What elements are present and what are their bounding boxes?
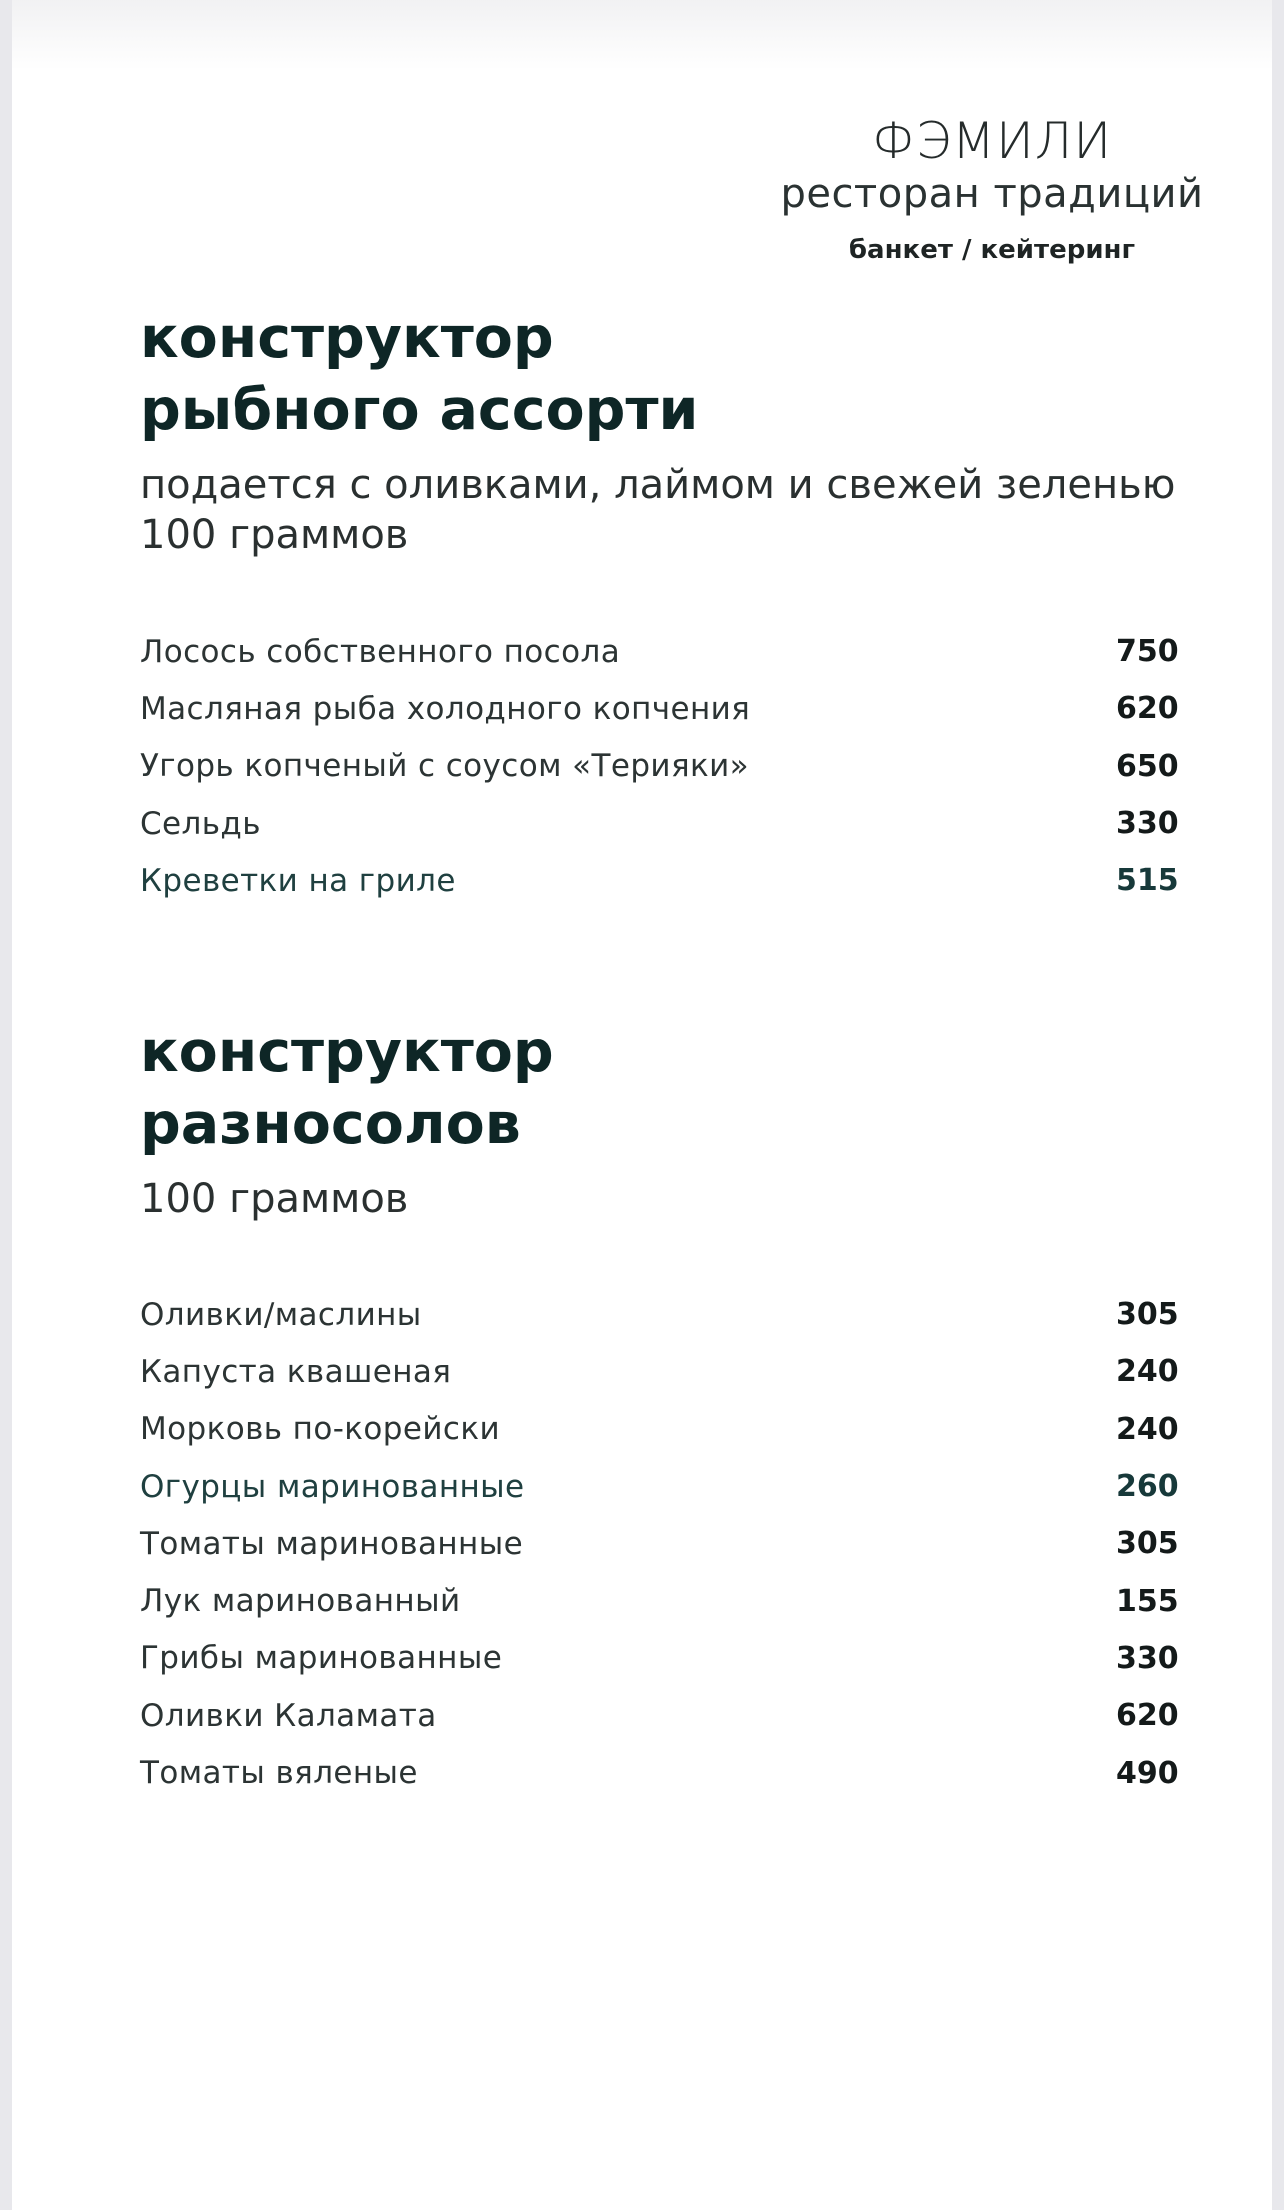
section-portion: 100 граммов: [140, 512, 409, 558]
section-title: [140, 302, 1200, 446]
menu-item-name: Креветки на гриле: [140, 862, 456, 899]
menu-item-price: 490: [1116, 1755, 1179, 1791]
section-description: [140, 1174, 1200, 1224]
menu-item-name: Оливки/маслины: [140, 1296, 422, 1333]
brand-name: ФЭМИЛИ: [871, 112, 1113, 170]
menu-item: [140, 1572, 1200, 1629]
menu-item: [140, 680, 1200, 737]
menu-item-name: Оливки Каламата: [140, 1697, 437, 1734]
menu-item-price: 620: [1116, 1698, 1179, 1734]
menu-item: [140, 1687, 1200, 1744]
section-fish-assortment: [140, 302, 1200, 909]
menu-item-name: Масляная рыба холодного копчения: [140, 690, 751, 727]
menu-item: [140, 1401, 1200, 1458]
menu-item-name: Морковь по-корейски: [140, 1411, 500, 1448]
menu-item-name: Томаты маринованные: [140, 1525, 524, 1562]
menu-item-name: Томаты вяленые: [140, 1755, 418, 1792]
menu-item-price: 620: [1116, 691, 1179, 727]
section-title-line: конструктор: [140, 305, 554, 371]
menu-item-price: 515: [1116, 863, 1179, 899]
brand-subtitle: банкет / кейтеринг: [848, 235, 1136, 265]
menu-item: [140, 1630, 1200, 1687]
menu-page: [12, 0, 1272, 2210]
menu-item-price: 330: [1116, 806, 1179, 842]
menu-items-list: [140, 623, 1200, 909]
menu-item-price: 240: [1116, 1354, 1179, 1390]
section-title-line: разносолов: [140, 1091, 521, 1157]
menu-item: [140, 738, 1200, 795]
menu-item-name: Огурцы маринованные: [140, 1468, 525, 1505]
section-title: [140, 1016, 1200, 1160]
menu-item: [140, 795, 1200, 852]
menu-item-price: 750: [1116, 634, 1179, 670]
menu-item-price: 305: [1116, 1526, 1179, 1562]
section-pickles: [140, 1016, 1200, 1802]
menu-item-price: 155: [1116, 1583, 1179, 1619]
menu-item-name: Грибы маринованные: [140, 1640, 503, 1677]
menu-item: [140, 1286, 1200, 1343]
section-description-line: подается с оливками, лаймом и свежей зеленью: [140, 462, 1176, 508]
menu-item-price: 330: [1116, 1640, 1179, 1676]
menu-item-name: Угорь копченый с соусом «Терияки»: [140, 748, 750, 785]
brand-tagline: ресторан традиций: [780, 171, 1204, 217]
menu-item: [140, 1744, 1200, 1801]
section-title-line: рыбного ассорти: [140, 377, 699, 443]
menu-item: [140, 1515, 1200, 1572]
menu-item-name: Лосось собственного посола: [140, 633, 621, 670]
section-title-line: конструктор: [140, 1019, 554, 1085]
menu-item-price: 650: [1116, 748, 1179, 784]
top-shadow: [12, 0, 1272, 70]
section-portion: 100 граммов: [140, 1176, 409, 1222]
menu-item-price: 305: [1116, 1297, 1179, 1333]
menu-item: [140, 1458, 1200, 1515]
menu-item-price: 240: [1116, 1411, 1179, 1447]
menu-items-list: [140, 1286, 1200, 1802]
menu-item-name: Лук маринованный: [140, 1583, 461, 1620]
menu-item-name: Капуста квашеная: [140, 1353, 452, 1390]
menu-item: [140, 1343, 1200, 1400]
section-description: [140, 460, 1200, 560]
menu-item: [140, 623, 1200, 680]
menu-item: [140, 852, 1200, 909]
brand-block: [752, 112, 1232, 268]
menu-item-name: Сельдь: [140, 805, 261, 842]
menu-item-price: 260: [1116, 1469, 1179, 1505]
